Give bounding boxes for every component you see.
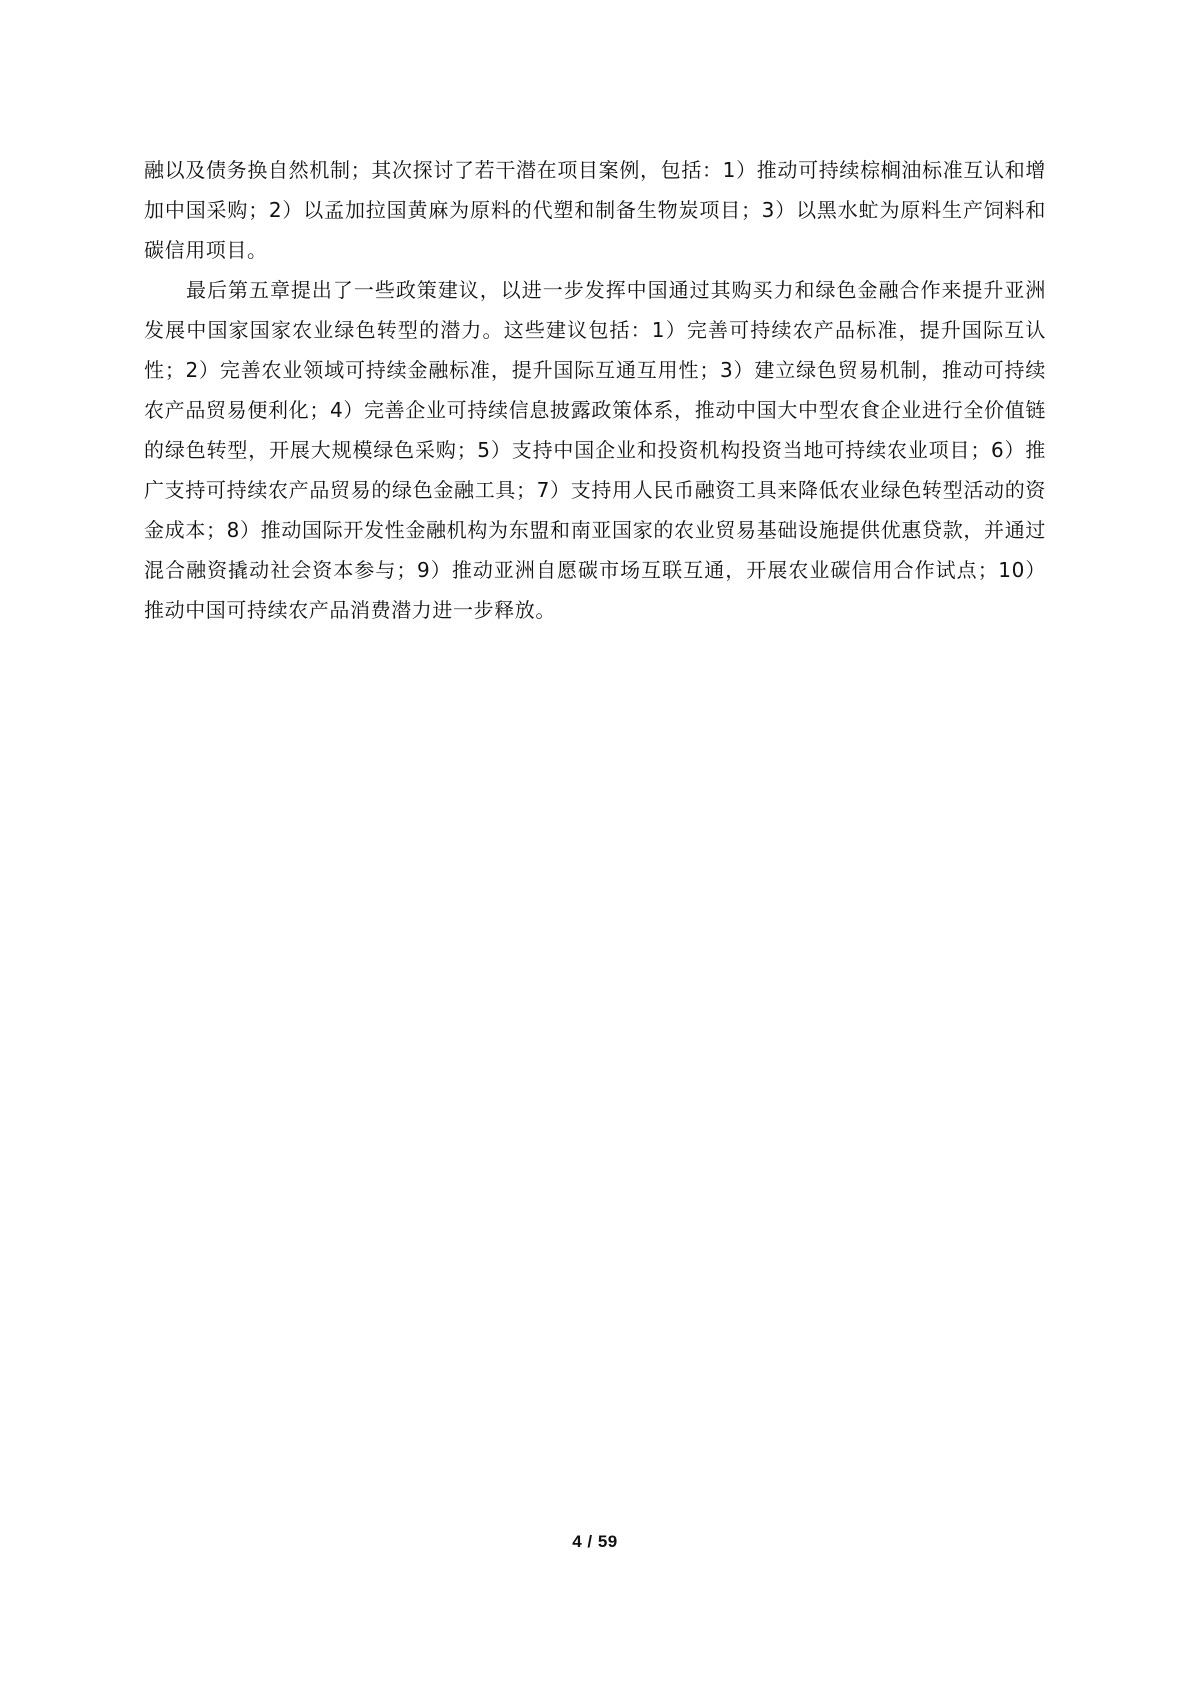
paragraph-continued: 融以及债务换自然机制；其次探讨了若干潜在项目案例，包括：1）推动可持续棕榈油标准互认和增加中国采购；2）以孟加拉国黄麻为原料的代塑和制备生物炭项目；3）以黑水虻为原料生产饲料和碳信用项目。 xyxy=(144,158,1046,262)
paragraph-policy-recommendations: 最后第五章提出了一些政策建议，以进一步发挥中国通过其购买力和绿色金融合作来提升亚洲发展中国家国家农业绿色转型的潜力。这些建议包括：1）完善可持续农产品标准，提升国际互认性；2）完善农业领域可持续金融标准，提升国际互通互用性；3）建立绿色贸易机制，推动可持续农产品贸易便利化；4）完善企业可持续信息披露政策体系，推动中国大中型农食企业进行全价值链的绿色转型，开展大规模绿色采购；5）支持中国企业和投资机构投资当地可持续农业项目；6）推广支持可持续农产品贸易的绿色金融工具；7）支持用人民币融资工具来降低农业绿色转型活动的资金成本；8）推动国际开发性金融机构为东盟和南亚国家的农业贸易基础设施提供优惠贷款，并通过混合融资撬动社会资本参与；9）推动亚洲自愿碳市场互联互通，开展农业碳信用合作试点；10）推动中国可持续农产品消费潜力进一步释放。 xyxy=(144,278,1046,622)
page-number: 4 / 59 xyxy=(572,1532,618,1551)
body-text xyxy=(144,150,1046,630)
